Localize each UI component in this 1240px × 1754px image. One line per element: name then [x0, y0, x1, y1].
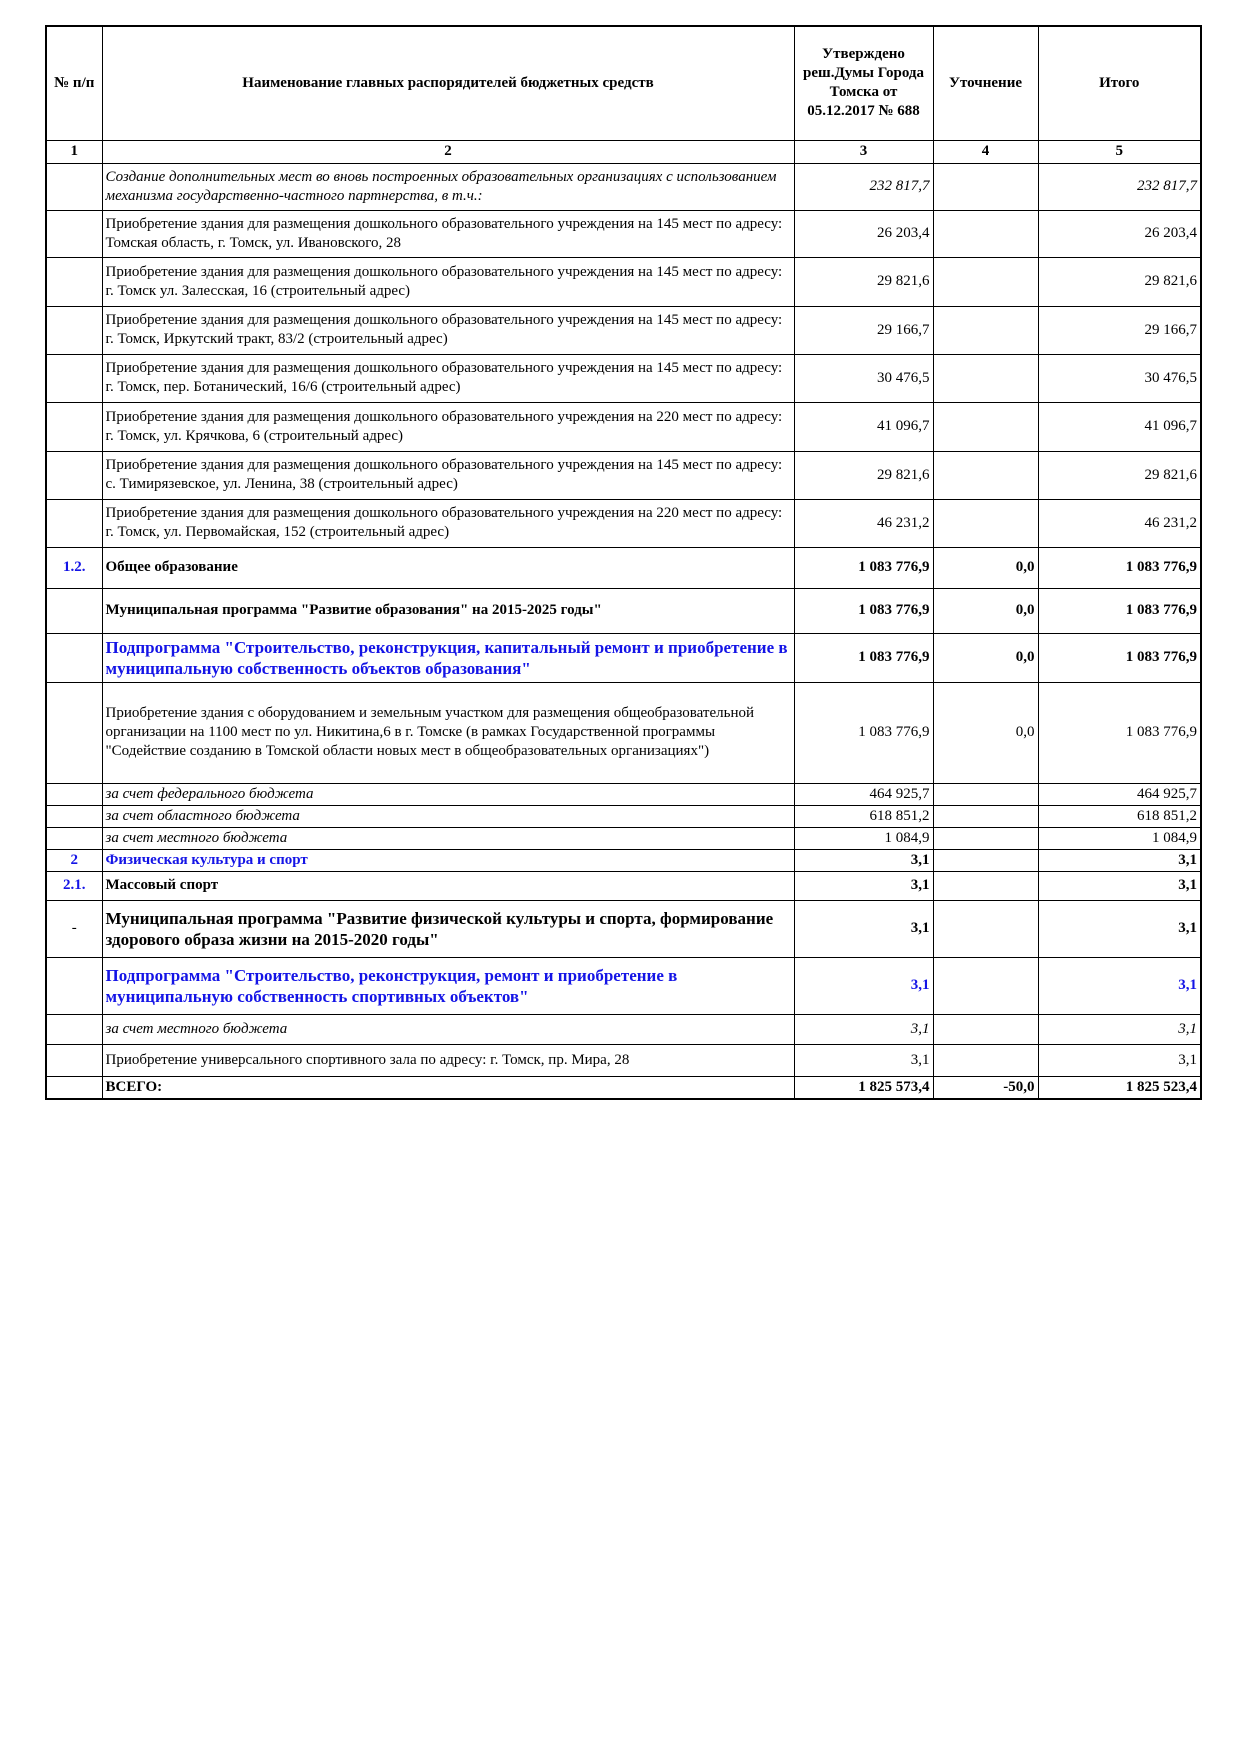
row-adjust: [933, 306, 1038, 354]
row-adjust: [933, 957, 1038, 1014]
row-approved: 618 851,2: [794, 805, 933, 827]
table-row: [46, 588, 1201, 633]
table-row: [46, 783, 1201, 805]
table-row: [46, 957, 1201, 1014]
row-num: [46, 805, 102, 827]
table-row: [46, 451, 1201, 499]
row-name: Приобретение здания для размещения дошкольного образовательного учреждения на 220 мест по адресу: г. Томск, ул. Первомайская, 152 (строительный адрес): [102, 499, 794, 547]
row-approved: 3,1: [794, 957, 933, 1014]
row-total: 29 166,7: [1038, 306, 1201, 354]
col-index: 2: [102, 140, 794, 163]
row-name: Создание дополнительных мест во вновь построенных образовательных организациях с использованием механизма государственно-частного партнерства, в т.ч.:: [102, 163, 794, 210]
row-num: [46, 1076, 102, 1099]
row-name: за счет областного бюджета: [102, 805, 794, 827]
row-total: 3,1: [1038, 871, 1201, 900]
row-approved: 464 925,7: [794, 783, 933, 805]
table-row: [46, 849, 1201, 871]
row-num: [46, 682, 102, 783]
row-adjust: [933, 849, 1038, 871]
row-total: 41 096,7: [1038, 402, 1201, 451]
row-name: Общее образование: [102, 547, 794, 588]
row-name: Приобретение здания для размещения дошкольного образовательного учреждения на 220 мест по адресу: г. Томск, ул. Крячкова, 6 (строительный адрес): [102, 402, 794, 451]
total-total: 1 825 523,4: [1038, 1076, 1201, 1099]
row-adjust: [933, 827, 1038, 849]
row-num: -: [46, 900, 102, 957]
row-name: Подпрограмма "Строительство, реконструкция, ремонт и приобретение в муниципальную собственность спортивных объектов": [102, 957, 794, 1014]
row-adjust: [933, 900, 1038, 957]
row-adjust: [933, 1014, 1038, 1044]
row-adjust: [933, 1044, 1038, 1076]
row-approved: 3,1: [794, 1014, 933, 1044]
table-row: [46, 402, 1201, 451]
row-total: 3,1: [1038, 957, 1201, 1014]
row-approved: 3,1: [794, 900, 933, 957]
row-approved: 1 083 776,9: [794, 682, 933, 783]
table-row: [46, 1044, 1201, 1076]
table-row: [46, 827, 1201, 849]
table-row: [46, 210, 1201, 257]
row-adjust: [933, 257, 1038, 306]
total-label: ВСЕГО:: [102, 1076, 794, 1099]
row-approved: 3,1: [794, 849, 933, 871]
row-approved: 1 083 776,9: [794, 633, 933, 682]
row-total: 29 821,6: [1038, 451, 1201, 499]
row-total: 3,1: [1038, 1014, 1201, 1044]
table-row: [46, 633, 1201, 682]
row-name: Приобретение здания для размещения дошкольного образовательного учреждения на 145 мест по адресу: г. Томск, Иркутский тракт, 83/2 (строительный адрес): [102, 306, 794, 354]
row-adjust: [933, 354, 1038, 402]
row-total: 3,1: [1038, 849, 1201, 871]
row-name: за счет местного бюджета: [102, 827, 794, 849]
row-approved: 41 096,7: [794, 402, 933, 451]
col-approved-header: Утверждено реш.Думы Города Томска от 05.12.2017 № 688: [794, 26, 933, 140]
row-num: [46, 402, 102, 451]
row-num: [46, 1014, 102, 1044]
row-adjust: [933, 163, 1038, 210]
row-name: Муниципальная программа "Развитие образования" на 2015-2025 годы": [102, 588, 794, 633]
row-num: [46, 257, 102, 306]
table-row: [46, 306, 1201, 354]
row-num: [46, 827, 102, 849]
row-adjust: [933, 210, 1038, 257]
row-num: 2: [46, 849, 102, 871]
row-approved: 30 476,5: [794, 354, 933, 402]
table-row: [46, 354, 1201, 402]
row-name: Подпрограмма "Строительство, реконструкция, капитальный ремонт и приобретение в муниципальную собственность объектов образования": [102, 633, 794, 682]
row-num: 2.1.: [46, 871, 102, 900]
row-approved: 232 817,7: [794, 163, 933, 210]
row-num: [46, 957, 102, 1014]
row-num: [46, 633, 102, 682]
row-total: 46 231,2: [1038, 499, 1201, 547]
budget-table: [45, 25, 1202, 1100]
col-index: 1: [46, 140, 102, 163]
col-adjust-header: Уточнение: [933, 26, 1038, 140]
table-row: [46, 871, 1201, 900]
row-num: [46, 588, 102, 633]
row-name: Муниципальная программа "Развитие физической культуры и спорта, формирование здорового образа жизни на 2015-2020 годы": [102, 900, 794, 957]
row-adjust: [933, 871, 1038, 900]
row-total: 618 851,2: [1038, 805, 1201, 827]
table-row: [46, 163, 1201, 210]
row-approved: 3,1: [794, 871, 933, 900]
total-row: [46, 1076, 1201, 1099]
row-num: [46, 306, 102, 354]
row-num: 1.2.: [46, 547, 102, 588]
row-num: [46, 499, 102, 547]
col-index: 3: [794, 140, 933, 163]
row-total: 1 083 776,9: [1038, 547, 1201, 588]
row-name: Физическая культура и спорт: [102, 849, 794, 871]
row-total: 29 821,6: [1038, 257, 1201, 306]
row-name: Приобретение здания с оборудованием и земельным участком для размещения общеобразовательной организации на 1100 мест по ул. Никитина,6 в г. Томске (в рамках Государственной программы "Содействие созданию в Томской области новых мест в общеобразовательных организациях"): [102, 682, 794, 783]
row-total: 232 817,7: [1038, 163, 1201, 210]
row-name: Приобретение здания для размещения дошкольного образовательного учреждения на 145 мест по адресу: г. Томск ул. Залесская, 16 (строительный адрес): [102, 257, 794, 306]
row-name: Приобретение здания для размещения дошкольного образовательного учреждения на 145 мест по адресу: г. Томск, пер. Ботанический, 16/6 (строительный адрес): [102, 354, 794, 402]
row-adjust: 0,0: [933, 588, 1038, 633]
row-num: [46, 783, 102, 805]
row-approved: 1 084,9: [794, 827, 933, 849]
row-approved: 29 821,6: [794, 257, 933, 306]
row-total: 1 083 776,9: [1038, 633, 1201, 682]
row-adjust: 0,0: [933, 547, 1038, 588]
row-total: 3,1: [1038, 1044, 1201, 1076]
table-row: [46, 257, 1201, 306]
row-total: 30 476,5: [1038, 354, 1201, 402]
row-total: 26 203,4: [1038, 210, 1201, 257]
table-row: [46, 1014, 1201, 1044]
row-name: Приобретение универсального спортивного зала по адресу: г. Томск, пр. Мира, 28: [102, 1044, 794, 1076]
row-total: 464 925,7: [1038, 783, 1201, 805]
row-adjust: [933, 783, 1038, 805]
table-row: [46, 805, 1201, 827]
table-row: [46, 499, 1201, 547]
row-adjust: [933, 402, 1038, 451]
row-name: Приобретение здания для размещения дошкольного образовательного учреждения на 145 мест по адресу: Томская область, г. Томск, ул. Ивановского, 28: [102, 210, 794, 257]
row-adjust: 0,0: [933, 682, 1038, 783]
row-approved: 1 083 776,9: [794, 588, 933, 633]
row-total: 1 083 776,9: [1038, 588, 1201, 633]
column-index-row: [46, 140, 1201, 163]
row-name: за счет федерального бюджета: [102, 783, 794, 805]
row-adjust: [933, 499, 1038, 547]
header-row: [46, 26, 1201, 140]
row-approved: 26 203,4: [794, 210, 933, 257]
row-total: 1 083 776,9: [1038, 682, 1201, 783]
table-row: [46, 547, 1201, 588]
row-adjust: [933, 451, 1038, 499]
row-approved: 29 166,7: [794, 306, 933, 354]
row-total: 3,1: [1038, 900, 1201, 957]
col-num-header: № п/п: [46, 26, 102, 140]
row-adjust: [933, 805, 1038, 827]
row-num: [46, 451, 102, 499]
row-approved: 46 231,2: [794, 499, 933, 547]
col-index: 4: [933, 140, 1038, 163]
row-name: за счет местного бюджета: [102, 1014, 794, 1044]
row-approved: 3,1: [794, 1044, 933, 1076]
col-name-header: Наименование главных распорядителей бюджетных средств: [102, 26, 794, 140]
col-index: 5: [1038, 140, 1201, 163]
row-adjust: 0,0: [933, 633, 1038, 682]
total-adjust: -50,0: [933, 1076, 1038, 1099]
row-num: [46, 210, 102, 257]
table-row: [46, 682, 1201, 783]
row-num: [46, 354, 102, 402]
row-num: [46, 163, 102, 210]
total-approved: 1 825 573,4: [794, 1076, 933, 1099]
table-row: [46, 900, 1201, 957]
row-name: Приобретение здания для размещения дошкольного образовательного учреждения на 145 мест по адресу: с. Тимирязевское, ул. Ленина, 38 (строительный адрес): [102, 451, 794, 499]
row-approved: 29 821,6: [794, 451, 933, 499]
row-name: Массовый спорт: [102, 871, 794, 900]
row-num: [46, 1044, 102, 1076]
row-approved: 1 083 776,9: [794, 547, 933, 588]
row-total: 1 084,9: [1038, 827, 1201, 849]
col-total-header: Итого: [1038, 26, 1201, 140]
